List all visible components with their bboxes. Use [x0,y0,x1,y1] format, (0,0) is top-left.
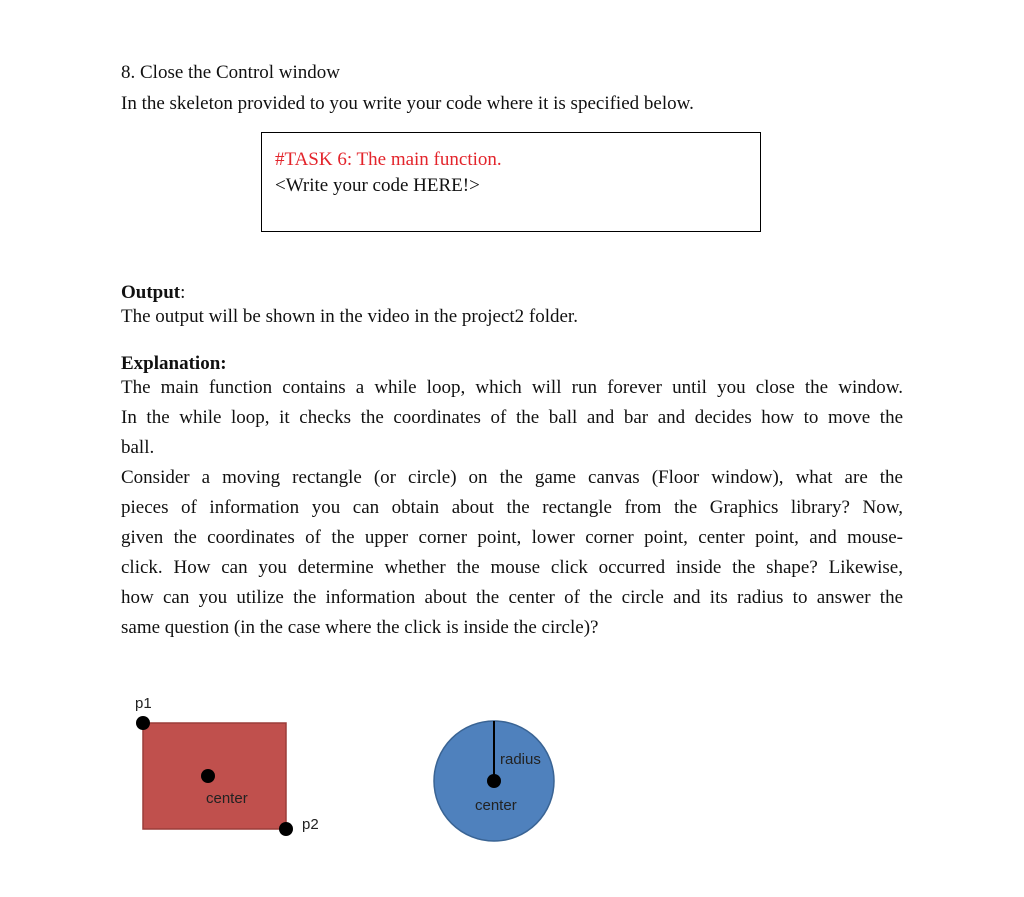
circle-center-label: center [475,797,517,814]
rect-center-label: center [206,790,248,807]
explanation-line: The main function contains a while loop, which will run forever until you close the window. [121,377,903,398]
explanation-line: Consider a moving rectangle (or circle) on the game canvas (Floor window), what are the [121,467,903,488]
p2-label: p2 [302,816,319,833]
explanation-line: same question (in the case where the click is inside the circle)? [121,617,599,638]
output-heading-colon: : [180,282,186,303]
explanation-line: how can you utilize the information about the center of the circle and its radius to answer the [121,587,903,608]
p2-point [279,822,293,836]
explanation-line: ball. [121,437,155,458]
p1-point [136,716,150,730]
task-title: #TASK 6: The main function. [275,149,502,170]
output-text: The output will be shown in the video in the project2 folder. [121,306,578,327]
radius-label: radius [500,751,541,768]
output-heading: Output [121,282,181,303]
step-line: 8. Close the Control window [121,62,341,83]
explanation-line: given the coordinates of the upper corner point, lower corner point, center point, and mouse- [121,527,903,548]
rect-center-point [201,769,215,783]
explanation-line: pieces of information you can obtain about the rectangle from the Graphics library? Now, [121,497,903,518]
circle-center-point [487,774,501,788]
task-code-hint: <Write your code HERE!> [275,175,480,196]
intro-line: In the skeleton provided to you write your code where it is specified below. [121,93,694,114]
explanation-heading: Explanation: [121,353,227,374]
explanation-line: click. How can you determine whether the mouse click occurred inside the shape? Likewise, [121,557,903,578]
p1-label: p1 [135,695,152,712]
explanation-line: In the while loop, it checks the coordinates of the ball and bar and decides how to move the [121,407,903,428]
